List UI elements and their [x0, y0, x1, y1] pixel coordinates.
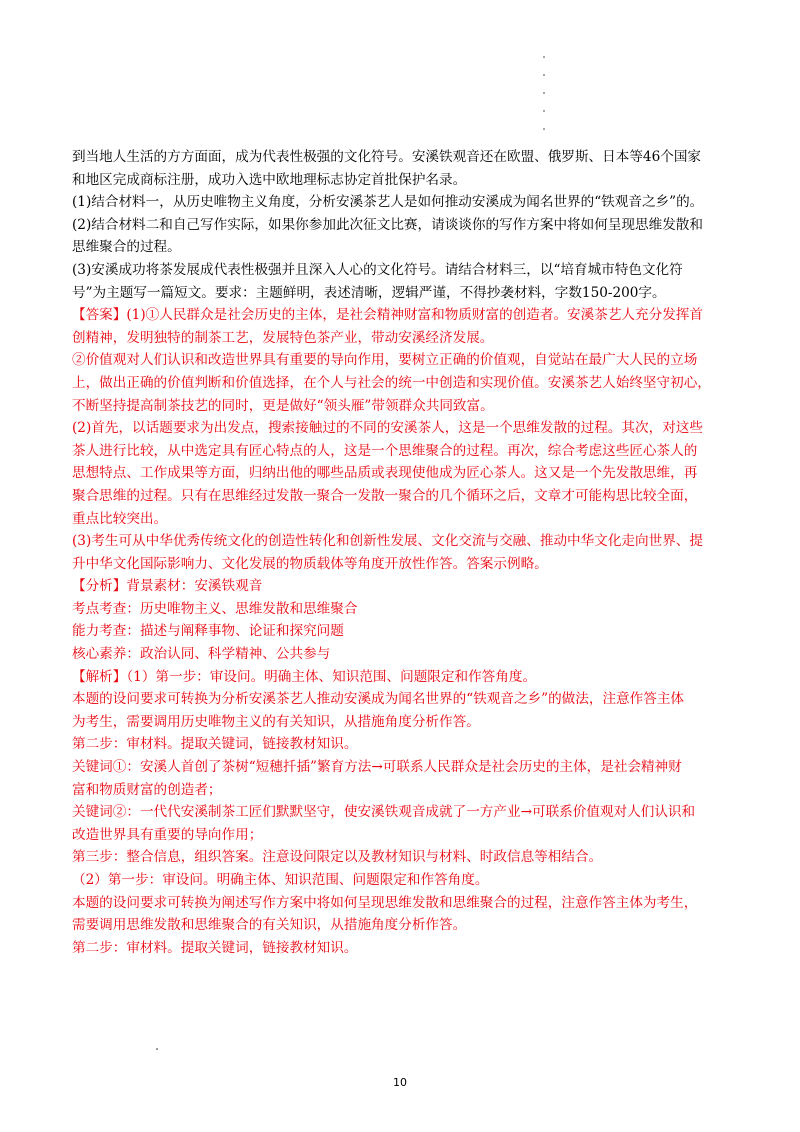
text-line: 能力考查：描述与阐释事物、论证和探究问题 [72, 623, 344, 640]
text-line: 升中华文化国际影响力、文化发展的物质载体等角度开放性作答。答案示例略。 [72, 555, 548, 572]
text-line: 【答案】(1)①人民群众是社会历史的主体，是社会精神财富和物质财富的创造者。安溪茶艺人充分发挥首 [72, 307, 703, 324]
text-line: 上，做出正确的价值判断和价值选择，在个人与社会的统一中创造和实现价值。安溪茶艺人始终坚守初心， [72, 374, 711, 391]
text-line: 和地区完成商标注册，成功入选中欧地理标志协定首批保护名录。 [72, 171, 467, 188]
text-line: 第二步：审材料。提取关键词，链接教材知识。 [72, 939, 358, 956]
text-line: 第二步：审材料。提取关键词，链接教材知识。 [72, 736, 358, 753]
text-line: 思维聚合的过程。 [72, 239, 181, 256]
text-line: 核心素养：政治认同、科学精神、公共参与 [72, 646, 331, 663]
dot-mark [543, 92, 545, 94]
text-line: (3)安溪成功将茶发展成代表性极强并且深入人心的文化符号。请结合材料三，以“培育城市特色文化符 [72, 261, 683, 278]
text-line: (1)结合材料一，从历史唯物主义角度，分析安溪茶艺人是如何推动安溪成为闻名世界的“铁观音之乡”的。 [72, 194, 704, 211]
margin-dots [539, 56, 549, 146]
text-body [72, 146, 740, 959]
text-line: 关键词①：安溪人首创了茶树“短穗扦插”繁育方法→可联系人民群众是社会历史的主体，是社会精神财 [72, 759, 682, 776]
page-number: 10 [393, 1076, 407, 1089]
text-line: 创精神，发明独特的制茶工艺，发展特色茶产业，带动安溪经济发展。 [72, 329, 494, 346]
text-line: 本题的设问要求可转换为阐述写作方案中将如何呈现思维发散和思维聚合的过程，注意作答主体为考生， [72, 894, 698, 911]
text-line: 不断坚持提高制茶技艺的同时，更是做好“领头雁”带领群众共同致富。 [72, 397, 494, 414]
text-line: ②价值观对人们认识和改造世界具有重要的导向作用，要树立正确的价值观，自觉站在最广大人民的立场 [72, 352, 698, 369]
text-line: 本题的设问要求可转换为分析安溪茶艺人推动安溪成为闻名世界的“铁观音之乡”的做法，注意作答主体 [72, 691, 685, 708]
text-line: （2）第一步：审设问。明确主体、知识范围、问题限定和作答角度。 [72, 872, 489, 888]
text-line: 聚合思维的过程。只有在思维经过发散一聚合一发散一聚合的几个循环之后，文章才可能构思比较全面， [72, 487, 698, 504]
text-line: 【分析】背景素材：安溪铁观音 [72, 578, 263, 595]
dot-mark [543, 56, 545, 58]
text-line: 关键词②：一代代安溪制茶工匠们默默坚守，使安溪铁观音成就了一方产业→可联系价值观对人们认识和 [72, 804, 696, 821]
text-line: 为考生，需要调用历史唯物主义的有关知识，从措施角度分析作答。 [72, 713, 480, 730]
text-line: 号”为主题写一篇短文。要求：主题鲜明，表述清晰，逻辑严谨，不得抄袭材料，字数150-200字。 [72, 284, 666, 301]
dot-mark [156, 1048, 158, 1050]
text-line: 茶人进行比较，从中选定具有匠心特点的人，这是一个思维聚合的过程。再次，综合考虑这些匠心茶人的 [72, 442, 698, 459]
text-line: 到当地人生活的方方面面，成为代表性极强的文化符号。安溪铁观音还在欧盟、俄罗斯、日本等46个国家 [72, 149, 702, 165]
dot-mark [543, 74, 545, 76]
text-line: 考点考查：历史唯物主义、思维发散和思维聚合 [72, 600, 358, 617]
text-line: 第三步：整合信息，组织答案。注意设问限定以及教材知识与材料、时政信息等相结合。 [72, 849, 603, 866]
text-line: 【解析】（1）第一步：审设问。明确主体、知识范围、问题限定和作答角度。 [72, 668, 537, 685]
text-line: 富和物质财富的创造者； [72, 781, 222, 798]
text-line: 改造世界具有重要的导向作用； [72, 826, 263, 843]
text-line: 需要调用思维发散和思维聚合的有关知识，从措施角度分析作答。 [72, 917, 467, 934]
text-line: (2)结合材料二和自己写作实际，如果你参加此次征文比赛，请谈谈你的写作方案中将如何呈现思维发散和 [72, 216, 703, 233]
text-line: (2)首先，以话题要求为出发点，搜索接触过的不同的安溪茶人，这是一个思维发散的过程。其次，对这些 [72, 420, 703, 437]
text-line: (3)考生可从中华优秀传统文化的创造性转化和创新性发展、文化交流与交融、推动中华文化走向世界、提 [72, 533, 703, 550]
dot-mark [543, 128, 545, 130]
text-line: 思想特点、工作成果等方面，归纳出他的哪些品质或表现使他成为匠心茶人。这又是一个先发散思维，再 [72, 465, 698, 482]
text-line: 重点比较突出。 [72, 510, 168, 527]
dot-mark [543, 110, 545, 112]
